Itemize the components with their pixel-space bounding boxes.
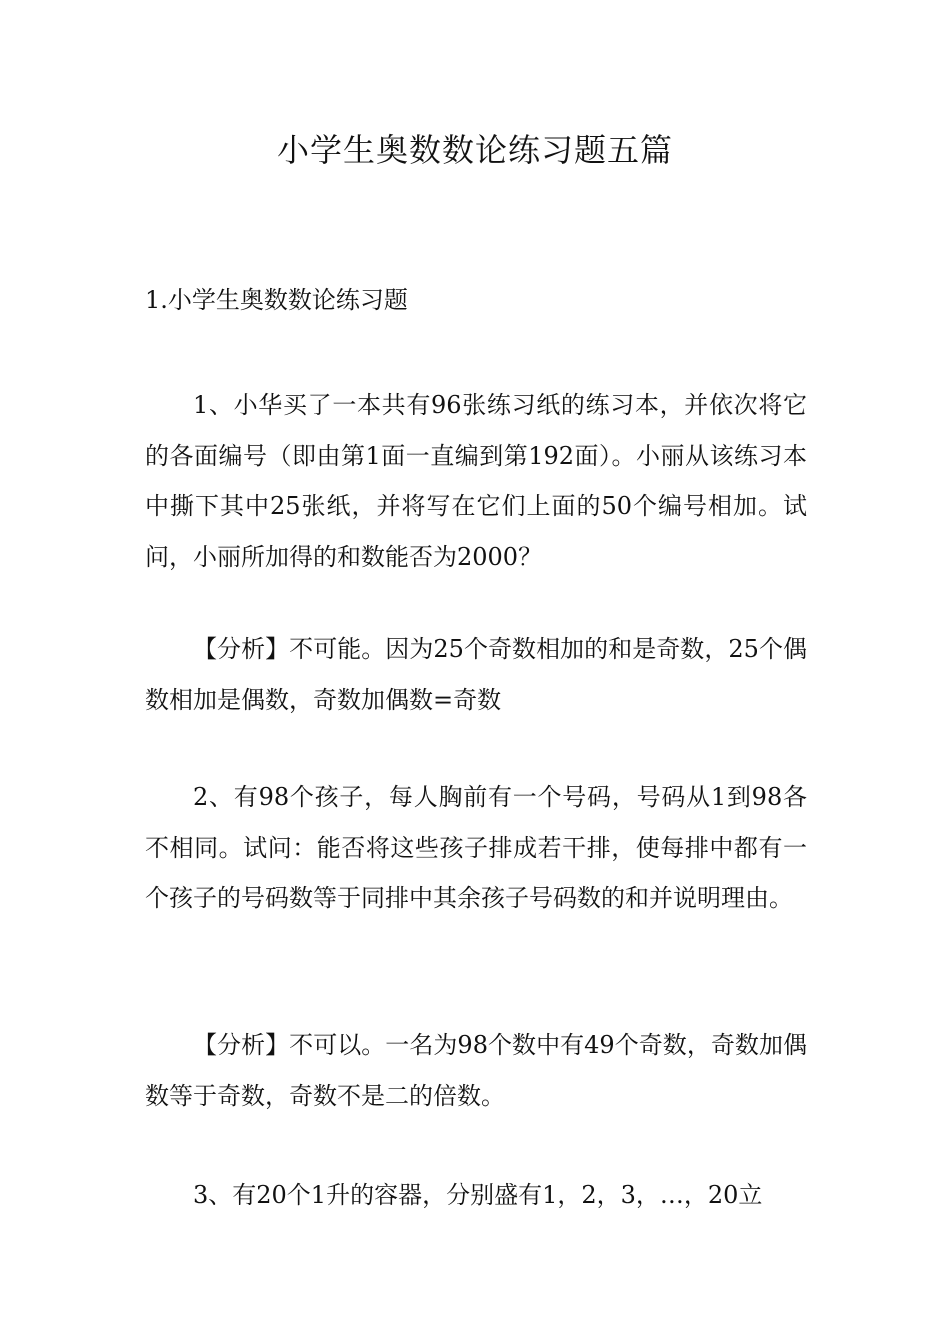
paragraph-analysis-2: 【分析】不可以。一名为98个数中有49个奇数，奇数加偶数等于奇数，奇数不是二的倍数。 <box>145 1031 807 1110</box>
paragraph-analysis-1: 【分析】不可能。因为25个奇数相加的和是奇数，25个偶数相加是偶数，奇数加偶数=奇数 <box>145 635 807 714</box>
paragraph-question-2: 2、有98个孩子，每人胸前有一个号码，号码从1到98各不相同。试问：能否将这些孩子排成若干排，使每排中都有一个孩子的号码数等于同排中其余孩子号码数的和并说明理由。 <box>145 783 807 912</box>
paragraph-question-1: 1、小华买了一本共有96张练习纸的练习本，并依次将它的各面编号（即由第1面一直编到第192面）。小丽从该练习本中撕下其中25张纸，并将写在它们上面的50个编号相加。试问，小丽所加得的和数能否为2000？ <box>145 391 807 571</box>
document-title: 小学生奥数数论练习题五篇 <box>276 131 673 169</box>
paragraph-question-3: 3、有20个1升的容器，分别盛有1，2，3，…，20立 <box>193 1181 763 1209</box>
section-heading: 1.小学生奥数数论练习题 <box>145 286 408 314</box>
